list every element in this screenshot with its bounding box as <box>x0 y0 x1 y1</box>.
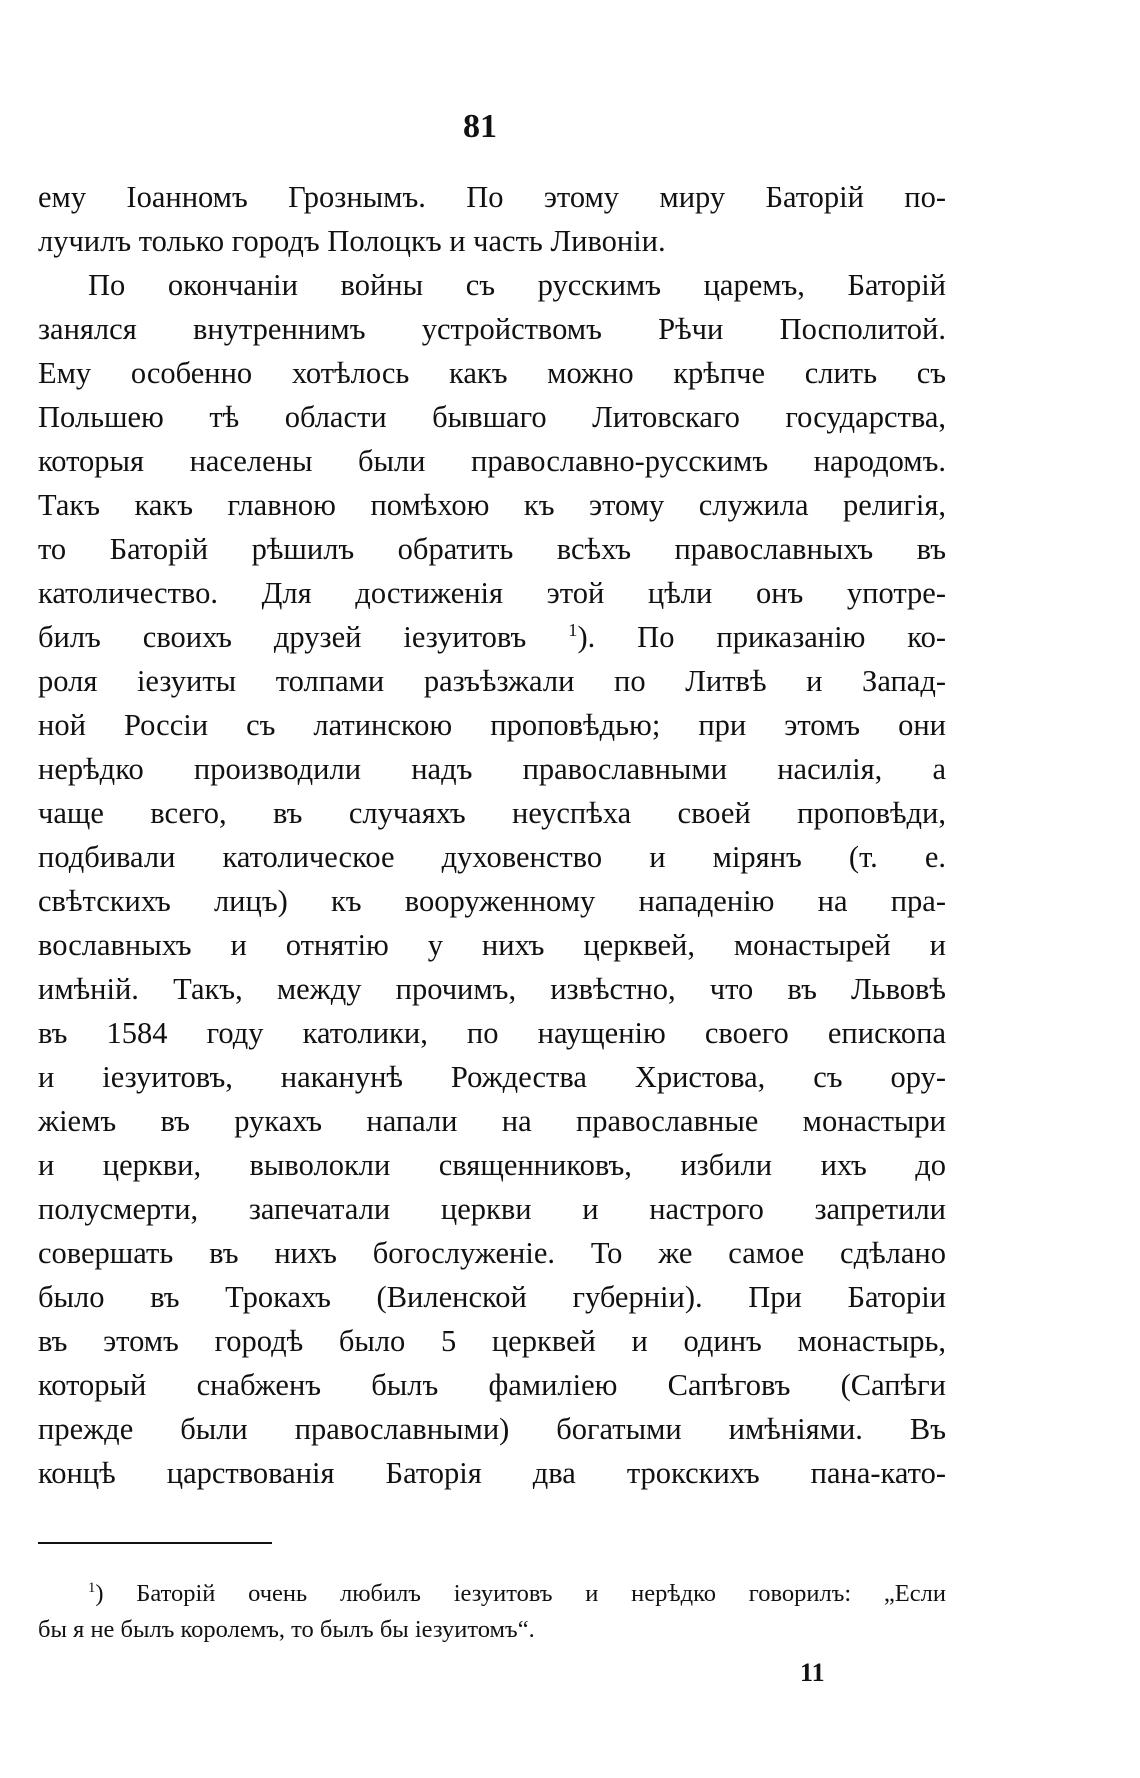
footnote-text: ) Баторій очень любилъ іезуитовъ и нерѣдко говорилъ: „Если <box>95 1580 946 1607</box>
text-line: католичество. Для достиженія этой цѣли онъ употре- <box>38 576 946 610</box>
text-line: По окончаніи войны съ русскимъ царемъ, Баторій <box>88 268 946 302</box>
text-line: прежде были православными) богатыми имѣніями. Въ <box>38 1412 946 1446</box>
text-line: занялся внутреннимъ устройствомъ Рѣчи Посполитой. <box>38 312 946 346</box>
footnote-line: бы я не былъ королемъ, то былъ бы іезуитомъ“. <box>38 1616 535 1643</box>
text-line: Польшею тѣ области бывшаго Литовскаго государства, <box>38 400 946 434</box>
text-line: чаще всего, въ случаяхъ неуспѣха своей проповѣди, <box>38 796 946 830</box>
footnote-marker: 1 <box>88 1579 96 1596</box>
text-fragment: билъ своихъ друзей іезуитовъ <box>38 620 527 654</box>
text-line: которыя населены были православно-русскимъ народомъ. <box>38 444 946 478</box>
text-line: Такъ какъ главною помѣхою къ этому служила религія, <box>38 488 946 522</box>
text-line: нерѣдко производили надъ православными насилія, а <box>38 752 946 786</box>
text-line: ной Россіи съ латинскою проповѣдью; при этомъ они <box>38 708 946 742</box>
footnote <box>38 1576 946 1648</box>
printer-signature-mark: 11 <box>800 1658 825 1687</box>
text-fragment: ). По приказанію ко- <box>577 620 946 654</box>
text-line: въ 1584 году католики, по наущенію своего епископа <box>38 1016 946 1050</box>
text-line: концѣ царствованія Баторія два трокскихъ пана-като- <box>38 1456 946 1490</box>
text-line: въ этомъ городѣ было 5 церквей и одинъ монастырь, <box>38 1324 946 1358</box>
text-line: имѣній. Такъ, между прочимъ, извѣстно, что въ Львовѣ <box>38 972 946 1006</box>
text-line: жіемъ въ рукахъ напали на православные монастыри <box>38 1104 946 1138</box>
text-line: совершать въ нихъ богослуженіе. То же самое сдѣлано <box>38 1236 946 1270</box>
text-line: который снабженъ былъ фамиліею Сапѣговъ (Сапѣги <box>38 1368 946 1402</box>
text-line: ему Іоанномъ Грознымъ. По этому миру Баторій по- <box>38 180 946 214</box>
text-line: и церкви, выволокли священниковъ, избили ихъ до <box>38 1148 946 1182</box>
text-line: было въ Трокахъ (Виленской губерніи). При Баторіи <box>38 1280 946 1314</box>
text-line: лучилъ только городъ Полоцкъ и часть Ливоніи. <box>38 224 666 258</box>
footnote-reference: 1 <box>568 619 578 640</box>
text-line: вославныхъ и отнятію у нихъ церквей, монастырей и <box>38 928 946 962</box>
footnote-divider <box>38 1542 272 1544</box>
page-number: 81 <box>463 108 497 145</box>
text-line: то Баторій рѣшилъ обратить всѣхъ православныхъ въ <box>38 532 946 566</box>
footnote-line <box>38 1576 946 1612</box>
text-line: роля іезуиты толпами разъѣзжали по Литвѣ и Запад- <box>38 664 946 698</box>
body-text <box>38 175 946 1495</box>
text-line: и іезуитовъ, наканунѣ Рождества Христова, съ ору- <box>38 1060 946 1094</box>
text-line-with-footnote-ref <box>38 615 946 659</box>
text-line: свѣтскихъ лицъ) къ вооруженному нападенію на пра- <box>38 884 946 918</box>
text-line: подбивали католическое духовенство и мірянъ (т. е. <box>38 840 946 874</box>
text-line: Ему особенно хотѣлось какъ можно крѣпче слить съ <box>38 356 946 390</box>
text-line: полусмерти, запечатали церкви и настрого запретили <box>38 1192 946 1226</box>
